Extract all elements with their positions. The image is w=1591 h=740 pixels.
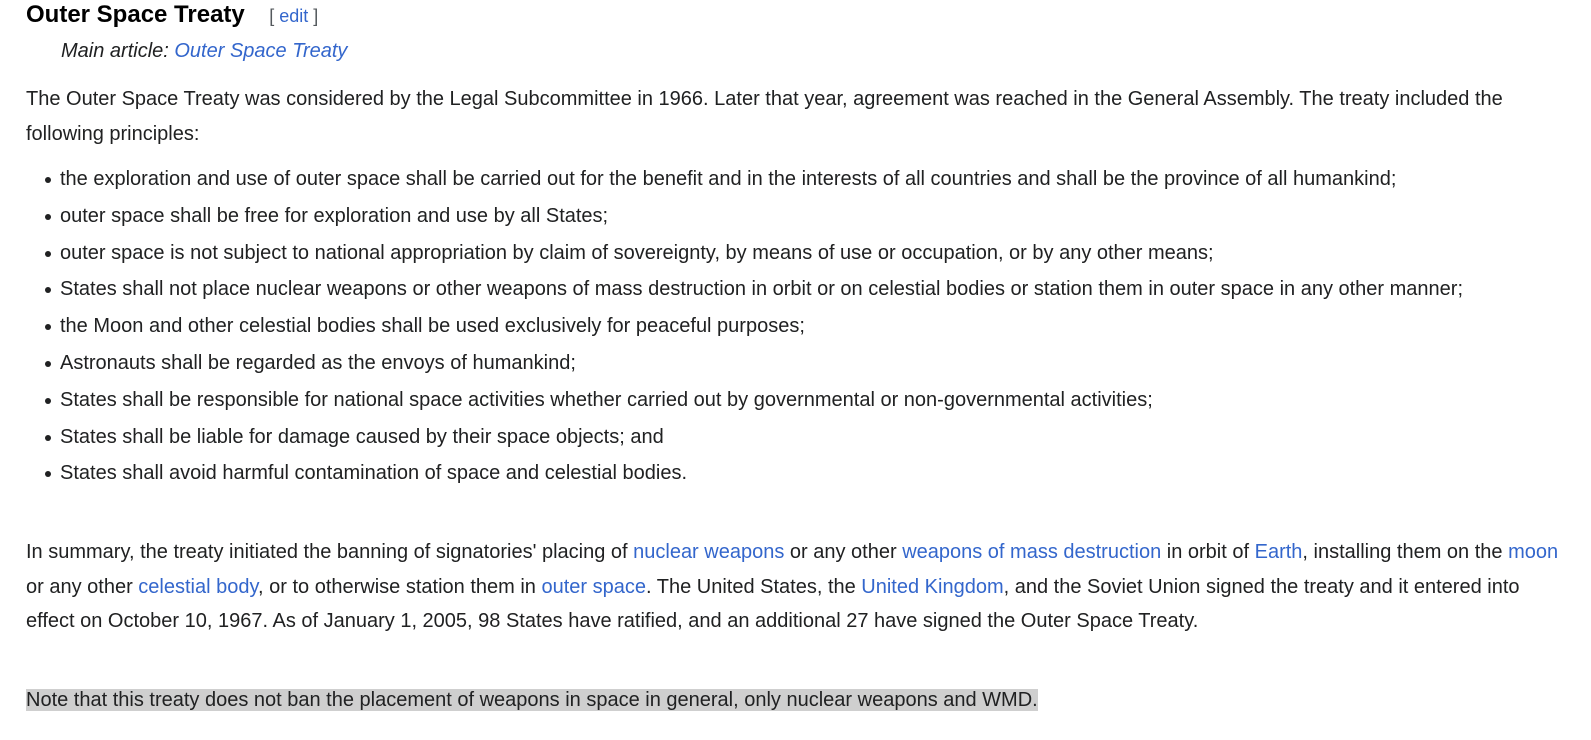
section-heading-row [26, 1, 318, 29]
edit-link[interactable]: edit [279, 6, 309, 26]
main-article-link[interactable]: Outer Space Treaty [174, 40, 348, 62]
list-item [60, 456, 1571, 491]
list-item [60, 199, 1571, 234]
list-item-text: States shall be responsible for national space activities whether carried out by governmental or non-governmental activities; [60, 388, 1153, 411]
list-item [60, 346, 1571, 381]
note-paragraph [26, 683, 1038, 718]
list-item [60, 309, 1571, 344]
bullet-icon [45, 177, 51, 183]
list-item [60, 420, 1571, 455]
moon-link[interactable]: moon [1508, 541, 1559, 563]
summary-text: In summary, the treaty initiated the banning of signatories' placing of [26, 541, 634, 563]
list-item-text: the Moon and other celestial bodies shall be used exclusively for peaceful purposes; [60, 315, 805, 338]
summary-text: in orbit of [1161, 541, 1255, 563]
bullet-icon [45, 251, 51, 257]
summary-paragraph [26, 535, 1571, 639]
section-title: Outer Space Treaty [26, 1, 245, 28]
bullet-icon [45, 435, 51, 441]
bullet-icon [45, 471, 51, 477]
wmd-link[interactable]: weapons of mass destruction [902, 541, 1162, 563]
bullet-icon [45, 398, 51, 404]
bullet-icon [45, 287, 51, 293]
list-item [60, 272, 1571, 307]
edit-bracket-close: ] [308, 6, 319, 26]
united-kingdom-link[interactable]: United Kingdom [861, 575, 1004, 598]
summary-text: . The United States, the [645, 575, 862, 598]
list-item-text: States shall be liable for damage caused by their space objects; and [60, 425, 664, 448]
summary-text: or any other [784, 541, 903, 563]
summary-text: , and the Soviet Union signed the treaty and it entered into effect on October 10, 1967. As of January 1, 2005, 98 States have ratified, and an additional 27 have signed the Outer Space Treaty. [26, 575, 1520, 632]
list-item [60, 162, 1571, 197]
summary-text: or any other [26, 575, 139, 598]
list-item-text: Astronauts shall be regarded as the envoys of humankind; [60, 351, 576, 374]
bullet-icon [45, 214, 51, 220]
list-item-text: the exploration and use of outer space shall be carried out for the benefit and in the interests of all countries and shall be the province of all humankind; [60, 168, 1397, 190]
intro-paragraph: The Outer Space Treaty was considered by the Legal Subcommittee in 1966. Later that year, agreement was reached in the General Assembly. The treaty included the following principles: [26, 88, 1503, 145]
list-item-text: outer space shall be free for exploration and use by all States; [60, 204, 609, 227]
hatnote [61, 40, 347, 63]
highlighted-note: Note that this treaty does not ban the placement of weapons in space in general, only nuclear weapons and WMD. [26, 689, 1038, 711]
list-item-text: outer space is not subject to national appropriation by claim of sovereignty, by means of use or occupation, or by any other means; [60, 241, 1214, 264]
list-item-text: States shall avoid harmful contamination of space and celestial bodies. [60, 462, 688, 485]
list-item-text: States shall not place nuclear weapons or other weapons of mass destruction in orbit or on celestial bodies or station them in outer space in any other manner; [60, 278, 1464, 301]
bullet-icon [45, 324, 51, 330]
summary-text: , or to otherwise station them in [258, 575, 542, 598]
outer-space-link[interactable]: outer space [541, 575, 646, 598]
nuclear-weapons-link[interactable]: nuclear weapons [633, 541, 785, 563]
edit-section [269, 6, 318, 26]
list-item [60, 236, 1571, 271]
edit-bracket-open: [ [269, 6, 280, 26]
principles-list [26, 162, 1571, 493]
hatnote-prefix: Main article: [61, 40, 175, 62]
bullet-icon [45, 361, 51, 367]
celestial-body-link[interactable]: celestial body [138, 575, 258, 598]
earth-link[interactable]: Earth [1254, 541, 1303, 563]
list-item [60, 383, 1571, 418]
summary-text: , installing them on the [1302, 541, 1509, 563]
